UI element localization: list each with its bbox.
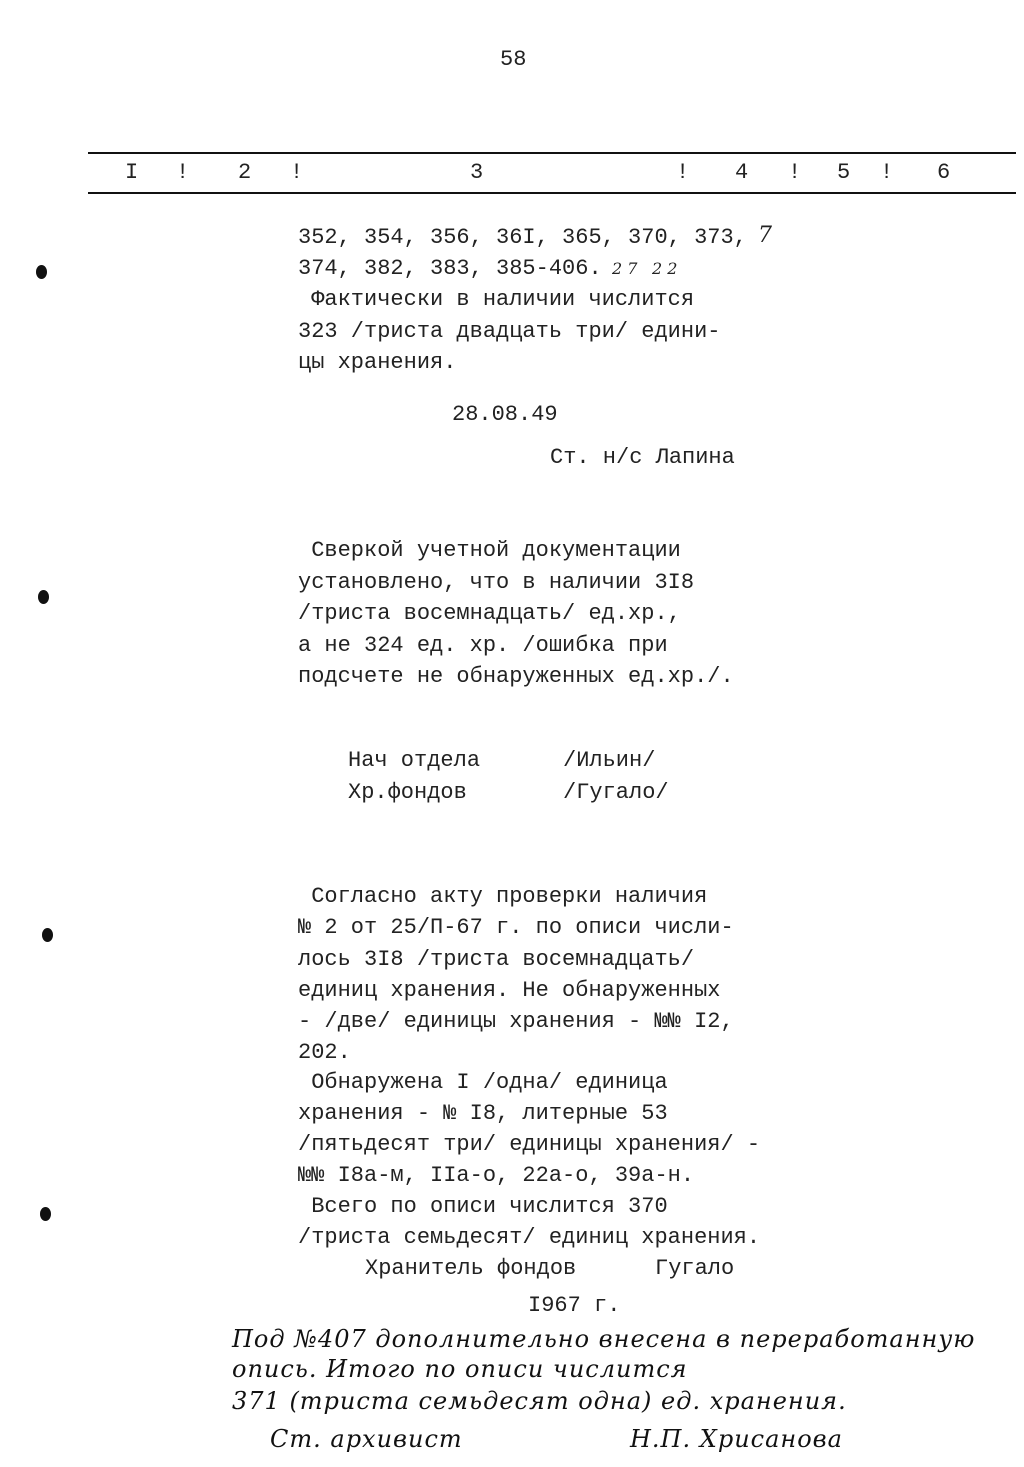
text-line: Обнаружена I /одна/ единица — [298, 1070, 668, 1095]
header-rule-bottom — [88, 192, 1016, 194]
margin-mark: 2 7 — [612, 259, 638, 278]
text-line: /триста восемнадцать/ ед.хр., — [298, 601, 681, 626]
column-separator: ! — [290, 160, 304, 185]
keeper-name: Гугало — [655, 1256, 735, 1281]
margin-mark: 2 2 — [652, 259, 678, 278]
text-line: единиц хранения. Не обнаруженных — [298, 978, 721, 1003]
handwritten-line: Под №407 дополнительно внесена в переработанную опись. Итого по описи числится — [232, 1325, 976, 1383]
handwritten-line: Ст. архивист — [270, 1425, 463, 1453]
column-separator: ! — [788, 160, 802, 185]
signatory-title: Хр.фондов — [348, 780, 467, 805]
text-line: хранения - № I8, литерные 53 — [298, 1101, 668, 1126]
year: I967 г. — [528, 1293, 621, 1318]
text-line: /триста семьдесят/ единиц хранения. — [298, 1225, 761, 1250]
text-line: установлено, что в наличии 3I8 — [298, 570, 695, 595]
binding-hole-mark — [40, 1207, 51, 1221]
text-line: лось 3I8 /триста восемнадцать/ — [298, 947, 695, 972]
keeper-title: Хранитель фондов — [365, 1256, 577, 1281]
signature-lapina: Ст. н/с Лапина — [550, 445, 735, 470]
column-header: 4 — [735, 160, 749, 185]
date: 28.08.49 — [452, 402, 558, 427]
text-line: /пятьдесят три/ единицы хранения/ - — [298, 1132, 761, 1157]
text-line: 352, 354, 356, 36I, 365, 370, 373, — [298, 225, 747, 250]
binding-hole-mark — [42, 928, 53, 942]
text-line: - /две/ единицы хранения - №№ I2, — [298, 1009, 734, 1034]
text-line: 323 /триста двадцать три/ едини- — [298, 319, 721, 344]
signatory-title: Нач отдела — [348, 748, 481, 773]
text-line: Согласно акту проверки наличия — [298, 884, 708, 909]
handwritten-signature: Н.П. Хрисанова — [630, 1425, 843, 1453]
text-line: цы хранения. — [298, 350, 457, 375]
column-header: 3 — [470, 160, 484, 185]
column-separator: ! — [880, 160, 894, 185]
handwritten-line: 371 (триста семьдесят одна) ед. хранения. — [232, 1387, 847, 1415]
column-separator: ! — [176, 160, 190, 185]
text-line: подсчете не обнаруженных ед.хр./. — [298, 664, 734, 689]
margin-mark: 7 — [758, 223, 772, 248]
signatory-name: /Гугало/ — [563, 780, 669, 805]
column-header: 6 — [937, 160, 951, 185]
text-line: 374, 382, 383, 385-406. — [298, 256, 602, 281]
text-line: Фактически в наличии числится — [298, 287, 695, 312]
text-line: № 2 от 25/П-67 г. по описи числи- — [298, 915, 734, 940]
column-separator: ! — [676, 160, 690, 185]
text-line: а не 324 ед. хр. /ошибка при — [298, 633, 668, 658]
text-line: Всего по описи числится 370 — [298, 1194, 668, 1219]
text-line: 202. — [298, 1040, 351, 1065]
text-line: №№ I8а-м, IIа-о, 22а-о, 39а-н. — [298, 1163, 695, 1188]
text-line: Сверкой учетной документации — [298, 538, 681, 563]
binding-hole-mark — [38, 590, 49, 604]
column-header: 2 — [238, 160, 252, 185]
page-number: 58 — [500, 47, 527, 72]
signatory-name: /Ильин/ — [563, 748, 656, 773]
header-rule-top — [88, 152, 1016, 154]
binding-hole-mark — [36, 265, 47, 279]
column-header: I — [125, 160, 139, 185]
column-header: 5 — [837, 160, 851, 185]
